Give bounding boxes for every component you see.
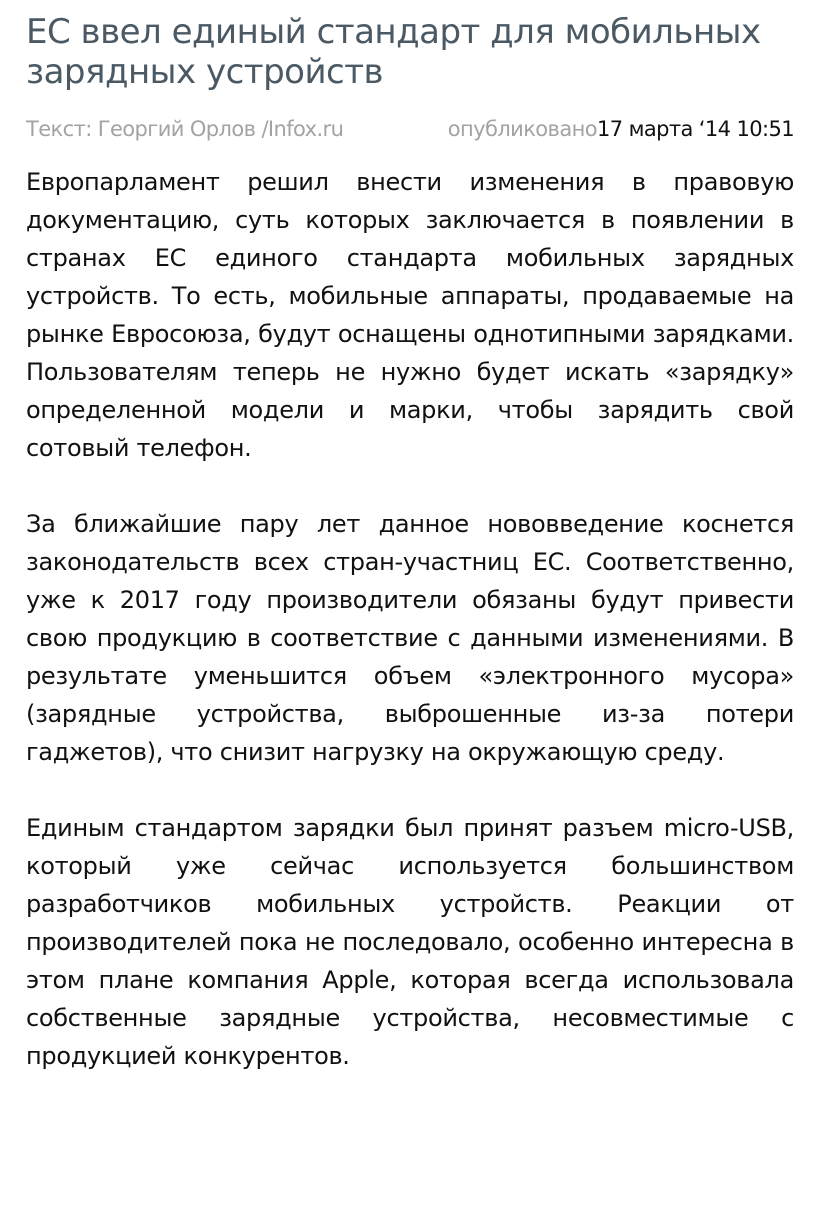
article-paragraph: Единым стандартом зарядки был принят разъем micro-USB, который уже сейчас используется большинством разработчиков мобильных устройств. Реакции от производителей пока не последовало, особенно интересна в этом плане компания Apple, которая всегда использовала собственные зарядные устройства, несовместимые с продукцией конкурентов. [26, 814, 794, 1070]
article [26, 12, 794, 1075]
article-meta [26, 115, 794, 143]
article-author: Текст: Георгий Орлов /Infox.ru [26, 117, 344, 141]
article-paragraph: За ближайшие пару лет данное нововведение коснется законодательств всех стран-участниц ЕС. Соответственно, уже к 2017 году производители обязаны будут привести свою продукцию в соответствие с данными изменениями. В результате уменьшится объем «электронного мусора» (зарядные устройства, выброшенные из-за потери гаджетов), что снизит нагрузку на окружающую среду. [26, 510, 794, 766]
article-paragraph: Европарламент решил внести изменения в правовую документацию, суть которых заключается в появлении в странах ЕС единого стандарта мобильных зарядных устройств. То есть, мобильные аппараты, продаваемые на рынке Евросоюза, будут оснащены однотипными зарядками. Пользователям теперь не нужно будет искать «зарядку» определенной модели и марки, чтобы зарядить свой сотовый телефон. [26, 168, 794, 462]
published-label: опубликовано [447, 117, 597, 141]
article-title: ЕС ввел единый стандарт для мобильных зарядных устройств [26, 12, 761, 92]
article-body [26, 163, 794, 1075]
publish-date: 17 марта ‘14 10:51 [596, 117, 794, 141]
publish-info [448, 115, 794, 143]
